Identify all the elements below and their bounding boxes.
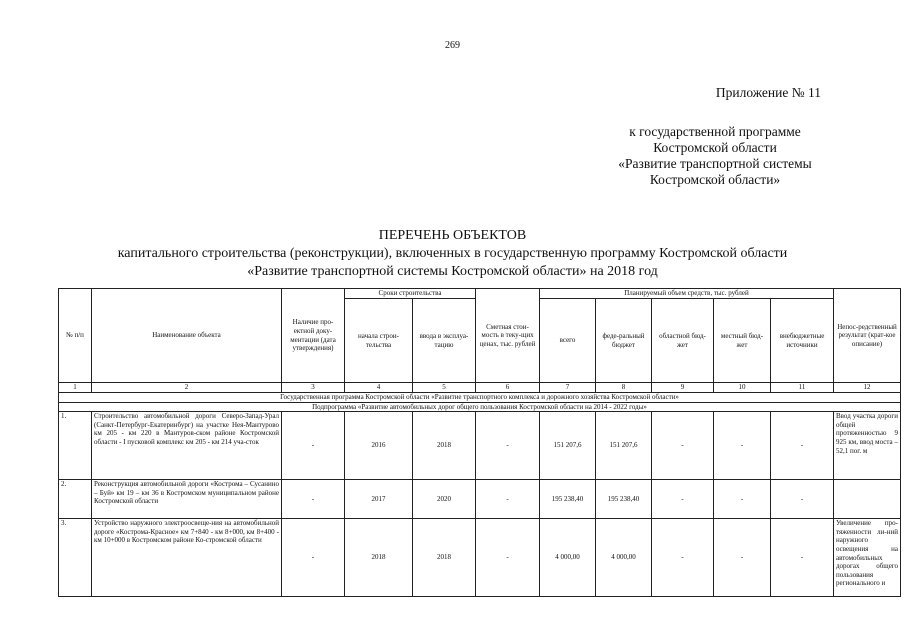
table-row [59, 480, 901, 519]
row-local: - [714, 519, 771, 597]
column-number: 12 [834, 383, 901, 393]
header-terms: Сроки строительства [345, 289, 476, 299]
row-num: 2. [59, 480, 92, 519]
column-number: 1 [59, 383, 92, 393]
row-estimate: - [476, 412, 540, 480]
row-estimate: - [476, 519, 540, 597]
header-start: начала строи-тельства [345, 299, 413, 383]
header-funding: Планируемый объем средств, тыс. рублей [540, 289, 834, 299]
program-reference-line: Костромской области [653, 140, 777, 155]
row-extra: - [771, 519, 834, 597]
row-federal: 195 238,40 [596, 480, 652, 519]
column-number: 11 [771, 383, 834, 393]
header-regional: областной бюд-жет [652, 299, 714, 383]
header-federal: феде-ральный бюджет [596, 299, 652, 383]
row-start: 2018 [345, 519, 413, 597]
header-num: № п/п [59, 289, 92, 383]
header-extra: внебюджетные источники [771, 299, 834, 383]
row-end: 2020 [413, 480, 476, 519]
column-number: 2 [92, 383, 282, 393]
row-end: 2018 [413, 412, 476, 480]
row-local: - [714, 412, 771, 480]
row-regional: - [652, 519, 714, 597]
row-num: 1. [59, 412, 92, 480]
program-reference [560, 124, 870, 188]
row-regional: - [652, 480, 714, 519]
page-number: 269 [445, 40, 460, 51]
document-title-line: капитального строительства (реконструкции), включенных в государственную программу Костромской области [117, 246, 788, 261]
column-numbers-row [59, 383, 901, 393]
column-number: 5 [413, 383, 476, 393]
row-end: 2018 [413, 519, 476, 597]
header-docs: Наличие про-ектной доку-ментации (дата утверждения) [282, 289, 345, 383]
document-title-line: ПЕРЕЧЕНЬ ОБЪЕКТОВ [378, 228, 527, 243]
column-number: 10 [714, 383, 771, 393]
row-total: 151 207,6 [540, 412, 596, 480]
row-federal: 4 000,00 [596, 519, 652, 597]
row-regional: - [652, 412, 714, 480]
row-extra: - [771, 480, 834, 519]
row-estimate: - [476, 480, 540, 519]
column-number: 8 [596, 383, 652, 393]
row-extra: - [771, 412, 834, 480]
row-result: Ввод участка дороги общей протяженностью 9 925 км, ввод моста – 52,1 пог. м [834, 412, 901, 480]
header-local: местный бюд-жет [714, 299, 771, 383]
column-number: 7 [540, 383, 596, 393]
column-number: 4 [345, 383, 413, 393]
row-federal: 151 207,6 [596, 412, 652, 480]
program-row: Государственная программа Костромской области «Развитие транспортного комплекса и дорожного хозяйства Костромской области» [59, 393, 901, 403]
row-total: 195 238,40 [540, 480, 596, 519]
table-row [59, 519, 901, 597]
column-number: 3 [282, 383, 345, 393]
row-start: 2017 [345, 480, 413, 519]
row-docs: - [282, 412, 345, 480]
header-name: Наименование объекта [92, 289, 282, 383]
header-end: ввода в эксплуа-тацию [413, 299, 476, 383]
row-local: - [714, 480, 771, 519]
row-docs: - [282, 480, 345, 519]
objects-table [58, 288, 901, 597]
program-reference-line: к государственной программе [629, 124, 801, 139]
row-num: 3. [59, 519, 92, 597]
header-result: Непос-редственный результат (крат-кое описание) [834, 289, 901, 383]
row-name: Строительство автомобильной дороги Северо-Запад-Урал (Санкт-Петербург-Екатеринбург) на участке Нея-Мантурово км 205 - км 220 в Мантуров-ском районе Костромской области - I пусковой комплекс км 205 - км 214 уча-сток [92, 412, 282, 480]
row-result: Увеличение про-тяженности ли-ний наружного освещения на автомобильных дорогах общего пользования регионального и [834, 519, 901, 597]
row-name: Устройство наружного электроосвеще-ния на автомобильной дороге «Кострома-Красное» км 7+840 - км 8+000, км 8+400 - км 10+000 в Костромском районе Ко-стромской области [92, 519, 282, 597]
column-number: 9 [652, 383, 714, 393]
subprogram-row: Подпрограмма «Развитие автомобильных дорог общего пользования Костромской области на 2014 - 2022 годы» [59, 402, 901, 412]
document-title-line: «Развитие транспортной системы Костромской области» на 2018 год [247, 264, 658, 279]
row-start: 2016 [345, 412, 413, 480]
row-docs: - [282, 519, 345, 597]
header-total: всего [540, 299, 596, 383]
program-reference-line: «Развитие транспортной системы [618, 156, 812, 171]
appendix-title: Приложение № 11 [715, 85, 821, 100]
row-total: 4 000,00 [540, 519, 596, 597]
column-number: 6 [476, 383, 540, 393]
table-row [59, 412, 901, 480]
row-result [834, 480, 901, 519]
row-name: Реконструкция автомобильной дороги «Кострома – Сусанино – Буй» км 19 – км 36 в Костромском муниципальном районе Костромской области [92, 480, 282, 519]
header-estimate: Сметная стои-мость в теку-щих ценах, тыс. рублей [476, 289, 540, 383]
program-reference-line: Костромской области» [649, 172, 781, 187]
document-title [0, 227, 905, 281]
